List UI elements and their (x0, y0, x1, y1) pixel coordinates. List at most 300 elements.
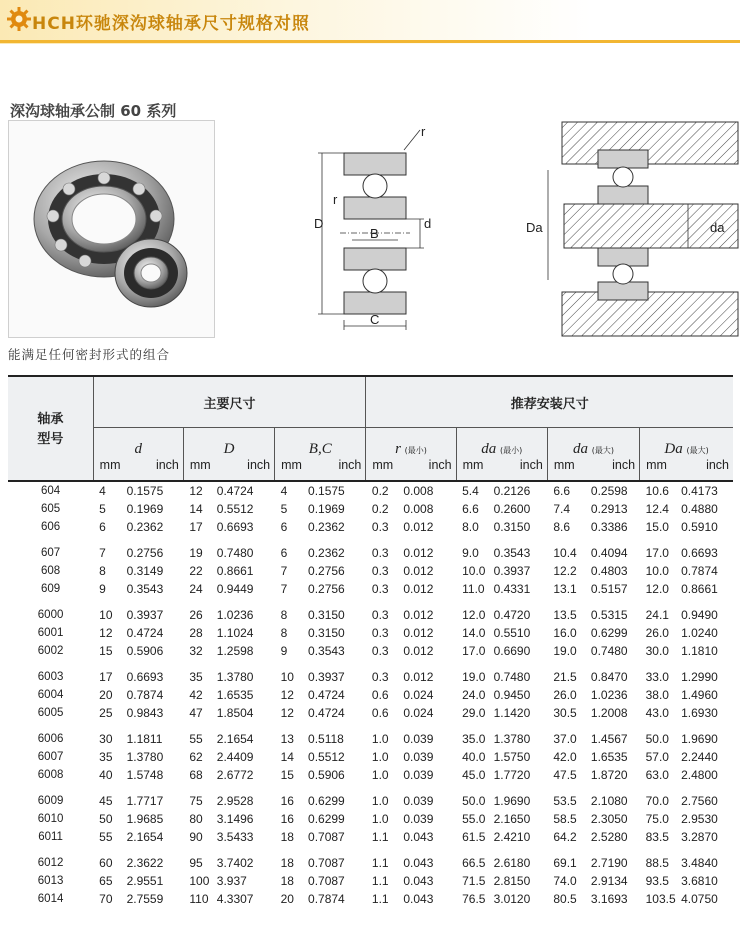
value-inch-cell: 3.1496 (216, 812, 254, 826)
value-mm-cell: 19.0 (553, 644, 577, 658)
value-inch-cell: 0.9450 (493, 688, 531, 702)
value-inch-cell: 0.2362 (308, 520, 345, 534)
group-spacer (8, 784, 733, 792)
value-inch-cell: 2.3050 (590, 812, 628, 826)
unit-mm-label: mm (366, 458, 400, 481)
label-d: d (424, 216, 432, 231)
value-inch-cell: 0.5910 (681, 520, 718, 534)
value-inch-cell: 0.6299 (308, 812, 345, 826)
value-inch-cell: 0.7480 (493, 670, 531, 684)
value-inch-cell: 3.0120 (493, 892, 531, 906)
table-row (8, 668, 733, 686)
value-mm-cell: 16 (280, 794, 294, 808)
table-row (8, 624, 733, 642)
value-inch-cell: 1.8504 (216, 706, 254, 720)
value-mm-cell: 19.0 (462, 670, 486, 684)
value-inch-cell: 0.012 (403, 644, 434, 658)
value-mm-cell: 0.2 (371, 502, 389, 516)
bearing-model-cell: 609 (40, 583, 61, 595)
value-mm-cell: 20 (280, 892, 294, 906)
value-inch-cell: 1.0240 (681, 626, 718, 640)
bearing-model-cell: 608 (40, 565, 61, 577)
value-mm-cell: 15 (280, 768, 294, 782)
table-row (8, 562, 733, 580)
value-mm-cell: 24 (189, 582, 203, 596)
unit-inch-label: inch (305, 458, 366, 481)
value-inch-cell: 2.6180 (493, 856, 531, 870)
value-mm-cell: 6 (280, 546, 288, 560)
value-mm-cell: 5.4 (462, 484, 479, 498)
value-inch-cell: 0.4094 (590, 546, 628, 560)
value-mm-cell: 12.0 (645, 582, 669, 596)
value-mm-cell: 0.6 (371, 706, 389, 720)
value-inch-cell: 0.5157 (590, 582, 628, 596)
value-mm-cell: 25 (99, 706, 113, 720)
bearing-model-cell: 606 (40, 521, 61, 533)
value-inch-cell: 1.0236 (216, 608, 254, 622)
value-mm-cell: 110 (189, 892, 209, 906)
value-inch-cell: 0.3149 (126, 564, 164, 578)
value-mm-cell: 6 (99, 520, 106, 534)
value-mm-cell: 9 (99, 582, 106, 596)
value-inch-cell: 2.4800 (681, 768, 718, 782)
value-inch-cell: 3.6810 (681, 874, 718, 888)
value-mm-cell: 7 (280, 582, 288, 596)
value-inch-cell: 2.4210 (493, 830, 531, 844)
value-inch-cell: 0.7087 (308, 856, 345, 870)
value-mm-cell: 16.0 (553, 626, 577, 640)
bearing-model-cell: 6010 (37, 813, 64, 825)
value-mm-cell: 1.1 (371, 856, 389, 870)
bearing-photo (8, 120, 215, 338)
value-mm-cell: 75.0 (645, 812, 669, 826)
unit-inch-label: inch (214, 458, 275, 481)
unit-mm-label: mm (93, 458, 123, 481)
value-mm-cell: 1.0 (371, 794, 389, 808)
table-row (8, 810, 733, 828)
value-inch-cell: 0.4724 (126, 626, 164, 640)
value-inch-cell: 2.1654 (126, 830, 164, 844)
value-inch-cell: 0.8661 (681, 582, 718, 596)
value-mm-cell: 95 (189, 856, 203, 870)
value-inch-cell: 0.6693 (126, 670, 164, 684)
value-inch-cell: 0.4720 (493, 608, 531, 622)
value-inch-cell: 0.012 (403, 670, 434, 684)
value-mm-cell: 4 (99, 484, 106, 498)
value-mm-cell: 1.0 (371, 750, 389, 764)
value-mm-cell: 17 (189, 520, 203, 534)
value-mm-cell: 24.1 (645, 608, 669, 622)
unit-mm-label: mm (640, 458, 679, 481)
value-mm-cell: 62 (189, 750, 203, 764)
value-inch-cell: 4.0750 (681, 892, 718, 906)
value-mm-cell: 69.1 (553, 856, 577, 870)
bearing-model-cell: 6007 (37, 751, 64, 763)
value-mm-cell: 40.0 (462, 750, 486, 764)
unit-inch-label: inch (588, 458, 640, 481)
value-inch-cell: 2.5280 (590, 830, 628, 844)
value-mm-cell: 1.1 (371, 830, 389, 844)
value-inch-cell: 0.012 (403, 520, 434, 534)
value-mm-cell: 76.5 (462, 892, 486, 906)
unit-mm-label: mm (547, 458, 588, 481)
value-mm-cell: 8 (280, 608, 288, 622)
value-inch-cell: 0.2756 (126, 546, 164, 560)
value-mm-cell: 74.0 (553, 874, 577, 888)
value-inch-cell: 0.2913 (590, 502, 628, 516)
value-mm-cell: 1.1 (371, 874, 389, 888)
value-mm-cell: 33.0 (645, 670, 669, 684)
value-mm-cell: 20 (99, 688, 113, 702)
value-inch-cell: 0.039 (403, 768, 434, 782)
value-inch-cell: 0.4173 (681, 484, 718, 498)
value-inch-cell: 2.1080 (590, 794, 628, 808)
value-mm-cell: 18 (280, 874, 294, 888)
value-inch-cell: 1.2598 (216, 644, 254, 658)
label-da: da (710, 220, 725, 235)
value-inch-cell: 2.9134 (590, 874, 628, 888)
col-d-header: d (93, 428, 183, 459)
value-mm-cell: 10.0 (462, 564, 486, 578)
value-mm-cell: 26.0 (645, 626, 669, 640)
label-B: B (370, 226, 379, 241)
value-mm-cell: 88.5 (645, 856, 669, 870)
value-inch-cell: 0.3543 (493, 546, 531, 560)
value-mm-cell: 0.6 (371, 688, 389, 702)
value-mm-cell: 7 (280, 564, 288, 578)
value-mm-cell: 103.5 (645, 892, 676, 906)
value-mm-cell: 18 (280, 856, 294, 870)
model-header (8, 376, 93, 481)
value-mm-cell: 1.1 (371, 892, 389, 906)
value-mm-cell: 90 (189, 830, 203, 844)
value-mm-cell: 22 (189, 564, 203, 578)
value-inch-cell: 1.2008 (590, 706, 628, 720)
bearing-model-cell: 604 (40, 485, 61, 497)
group-spacer (8, 598, 733, 606)
value-mm-cell: 71.5 (462, 874, 486, 888)
bearing-model-cell: 6005 (37, 707, 64, 719)
label-r-side: r (333, 192, 338, 207)
value-inch-cell: 0.5512 (216, 502, 254, 516)
value-inch-cell: 1.7720 (493, 768, 531, 782)
table-row (8, 792, 733, 810)
value-mm-cell: 35 (99, 750, 113, 764)
value-inch-cell: 0.2362 (126, 520, 164, 534)
value-mm-cell: 8 (99, 564, 106, 578)
table-row (8, 766, 733, 784)
value-inch-cell: 1.7717 (126, 794, 164, 808)
bearing-model-cell: 607 (40, 547, 61, 559)
value-inch-cell: 2.8150 (493, 874, 531, 888)
value-inch-cell: 4.3307 (216, 892, 254, 906)
value-inch-cell: 0.012 (403, 564, 434, 578)
col-da-max-header: da (最大) (547, 428, 639, 459)
value-mm-cell: 6 (280, 520, 288, 534)
value-mm-cell: 17.0 (645, 546, 669, 560)
value-mm-cell: 61.5 (462, 830, 486, 844)
value-mm-cell: 24.0 (462, 688, 486, 702)
value-mm-cell: 26.0 (553, 688, 577, 702)
value-inch-cell: 3.5433 (216, 830, 254, 844)
value-inch-cell: 0.4724 (308, 688, 345, 702)
value-mm-cell: 32 (189, 644, 203, 658)
value-mm-cell: 43.0 (645, 706, 669, 720)
table-row (8, 518, 733, 536)
photo-caption: 能满足任何密封形式的组合 (8, 347, 171, 362)
value-inch-cell: 3.1693 (590, 892, 628, 906)
value-mm-cell: 17.0 (462, 644, 486, 658)
value-inch-cell: 0.7480 (590, 644, 628, 658)
value-inch-cell: 0.1575 (308, 484, 345, 498)
value-inch-cell: 3.4840 (681, 856, 718, 870)
value-inch-cell: 0.2756 (308, 564, 345, 578)
value-mm-cell: 35 (189, 670, 203, 684)
value-inch-cell: 2.9528 (216, 794, 254, 808)
value-inch-cell: 0.008 (403, 502, 434, 516)
value-mm-cell: 12 (99, 626, 113, 640)
value-inch-cell: 0.1575 (126, 484, 164, 498)
value-inch-cell: 1.3780 (216, 670, 254, 684)
value-inch-cell: 0.5906 (308, 768, 345, 782)
value-inch-cell: 0.012 (403, 608, 434, 622)
value-mm-cell: 0.3 (371, 644, 389, 658)
value-mm-cell: 12 (280, 688, 294, 702)
value-inch-cell: 2.7559 (126, 892, 164, 906)
value-mm-cell: 42.0 (553, 750, 577, 764)
value-mm-cell: 18 (280, 830, 294, 844)
value-inch-cell: 1.3780 (126, 750, 164, 764)
value-inch-cell: 2.3622 (126, 856, 164, 870)
value-mm-cell: 5 (280, 502, 288, 516)
table-row (8, 890, 733, 908)
value-inch-cell: 0.3150 (308, 608, 345, 622)
label-Da: Da (526, 220, 543, 235)
value-inch-cell: 0.4724 (216, 484, 254, 498)
value-mm-cell: 0.3 (371, 670, 389, 684)
value-mm-cell: 14.0 (462, 626, 486, 640)
value-mm-cell: 65 (99, 874, 113, 888)
value-inch-cell: 2.1650 (493, 812, 531, 826)
bearing-model-cell: 6014 (37, 893, 64, 905)
value-inch-cell: 2.6772 (216, 768, 254, 782)
value-mm-cell: 93.5 (645, 874, 669, 888)
value-inch-cell: 1.8720 (590, 768, 628, 782)
value-mm-cell: 38.0 (645, 688, 669, 702)
value-inch-cell: 0.6299 (590, 626, 628, 640)
model-header-line1: 轴承 (37, 410, 64, 426)
value-mm-cell: 12 (280, 706, 294, 720)
bearing-model-cell: 605 (40, 503, 61, 515)
value-mm-cell: 9 (280, 644, 288, 658)
value-inch-cell: 1.5748 (126, 768, 164, 782)
value-mm-cell: 12.4 (645, 502, 669, 516)
label-C: C (370, 312, 380, 327)
value-mm-cell: 6.6 (462, 502, 479, 516)
value-inch-cell: 0.039 (403, 750, 434, 764)
unit-inch-label: inch (491, 458, 548, 481)
value-inch-cell: 0.3543 (308, 644, 345, 658)
value-mm-cell: 0.3 (371, 546, 389, 560)
value-inch-cell: 0.008 (403, 484, 434, 498)
value-inch-cell: 1.9685 (126, 812, 164, 826)
value-mm-cell: 40 (99, 768, 113, 782)
value-inch-cell: 0.7087 (308, 830, 345, 844)
table-row (8, 606, 733, 624)
value-mm-cell: 0.2 (371, 484, 389, 498)
value-inch-cell: 0.5315 (590, 608, 628, 622)
value-mm-cell: 15.0 (645, 520, 669, 534)
value-inch-cell: 0.4880 (681, 502, 718, 516)
table-row (8, 828, 733, 846)
value-inch-cell: 1.1811 (126, 732, 163, 746)
value-inch-cell: 1.6535 (216, 688, 254, 702)
value-mm-cell: 45.0 (462, 768, 486, 782)
value-mm-cell: 8.6 (553, 520, 571, 534)
bearing-model-cell: 6013 (37, 875, 64, 887)
value-inch-cell: 3.2870 (681, 830, 718, 844)
value-inch-cell: 0.4331 (493, 582, 531, 596)
value-mm-cell: 58.5 (553, 812, 577, 826)
value-mm-cell: 13.5 (553, 608, 577, 622)
value-mm-cell: 28 (189, 626, 203, 640)
value-mm-cell: 53.5 (553, 794, 577, 808)
value-mm-cell: 57.0 (645, 750, 669, 764)
value-mm-cell: 30.0 (645, 644, 669, 658)
value-mm-cell: 4 (280, 484, 288, 498)
bearing-model-cell: 6000 (37, 609, 64, 621)
value-inch-cell: 1.5750 (493, 750, 531, 764)
value-inch-cell: 0.3543 (126, 582, 164, 596)
value-inch-cell: 2.4409 (216, 750, 254, 764)
value-mm-cell: 0.3 (371, 564, 389, 578)
value-inch-cell: 0.4803 (590, 564, 628, 578)
col-Da-max-header: Da (最大) (640, 428, 733, 459)
value-inch-cell: 0.7874 (126, 688, 164, 702)
value-inch-cell: 0.039 (403, 794, 434, 808)
value-inch-cell: 1.6535 (590, 750, 628, 764)
value-inch-cell: 2.9530 (681, 812, 718, 826)
value-inch-cell: 0.5510 (493, 626, 531, 640)
value-mm-cell: 12.2 (553, 564, 577, 578)
value-mm-cell: 10 (99, 608, 113, 622)
value-mm-cell: 45 (99, 794, 113, 808)
value-inch-cell: 0.6690 (493, 644, 531, 658)
value-inch-cell: 3.7402 (216, 856, 254, 870)
value-inch-cell: 0.7480 (216, 546, 254, 560)
value-mm-cell: 83.5 (645, 830, 669, 844)
table-row (8, 748, 733, 766)
value-mm-cell: 9.0 (462, 546, 479, 560)
value-inch-cell: 0.2598 (590, 484, 628, 498)
value-mm-cell: 75 (189, 794, 203, 808)
value-inch-cell: 1.4960 (681, 688, 718, 702)
bearing-model-cell: 6009 (37, 795, 64, 807)
value-inch-cell: 0.8661 (216, 564, 254, 578)
value-mm-cell: 0.3 (371, 608, 389, 622)
bearing-model-cell: 6008 (37, 769, 64, 781)
value-inch-cell: 0.039 (403, 812, 434, 826)
value-mm-cell: 10 (280, 670, 294, 684)
bearing-model-cell: 6011 (38, 831, 63, 843)
value-mm-cell: 15 (99, 644, 113, 658)
value-mm-cell: 13 (280, 732, 294, 746)
value-inch-cell: 0.4724 (308, 706, 345, 720)
value-inch-cell: 1.9690 (681, 732, 718, 746)
label-r-top: r (421, 124, 426, 139)
value-inch-cell: 0.7087 (308, 874, 345, 888)
value-inch-cell: 0.8470 (590, 670, 628, 684)
value-mm-cell: 80.5 (553, 892, 577, 906)
value-mm-cell: 8.0 (462, 520, 479, 534)
page-title: HCH环驰深沟球轴承尺寸规格对照 (32, 14, 310, 34)
value-mm-cell: 19 (189, 546, 203, 560)
value-inch-cell: 0.3937 (126, 608, 164, 622)
value-mm-cell: 0.3 (371, 520, 389, 534)
gear-logo-icon (6, 6, 32, 32)
value-inch-cell: 0.043 (403, 874, 434, 888)
value-mm-cell: 66.5 (462, 856, 486, 870)
value-inch-cell: 0.039 (403, 732, 434, 746)
value-inch-cell: 2.2440 (681, 750, 718, 764)
value-mm-cell: 26 (189, 608, 203, 622)
value-inch-cell: 1.1024 (216, 626, 254, 640)
value-mm-cell: 10.4 (553, 546, 577, 560)
value-mm-cell: 21.5 (553, 670, 577, 684)
table-row (8, 704, 733, 722)
value-inch-cell: 0.043 (403, 830, 434, 844)
value-mm-cell: 63.0 (645, 768, 669, 782)
value-inch-cell: 0.9490 (681, 608, 718, 622)
value-mm-cell: 30.5 (553, 706, 577, 720)
title-underline (0, 40, 740, 43)
value-mm-cell: 55 (99, 830, 113, 844)
value-inch-cell: 1.3780 (493, 732, 531, 746)
value-inch-cell: 0.7874 (681, 564, 718, 578)
value-mm-cell: 50.0 (462, 794, 486, 808)
table-row (8, 500, 733, 518)
value-mm-cell: 14 (280, 750, 294, 764)
value-inch-cell: 0.5906 (126, 644, 164, 658)
value-mm-cell: 11.0 (462, 582, 485, 596)
value-inch-cell: 0.6693 (216, 520, 254, 534)
unit-mm-label: mm (456, 458, 490, 481)
table-row (8, 642, 733, 660)
value-inch-cell: 0.9449 (216, 582, 254, 596)
value-mm-cell: 7 (99, 546, 106, 560)
value-mm-cell: 0.3 (371, 626, 389, 640)
value-inch-cell: 0.012 (403, 582, 434, 596)
col-BC-header: B,C (275, 428, 366, 459)
value-inch-cell: 1.9690 (493, 794, 531, 808)
value-inch-cell: 0.5118 (308, 732, 344, 746)
value-inch-cell: 0.3150 (493, 520, 531, 534)
value-inch-cell: 0.2600 (493, 502, 531, 516)
value-mm-cell: 17 (99, 670, 113, 684)
bearing-dimension-table (8, 375, 733, 908)
group-spacer (8, 722, 733, 730)
value-inch-cell: 0.024 (403, 706, 434, 720)
value-mm-cell: 70 (99, 892, 113, 906)
table-row (8, 854, 733, 872)
section-title: 深沟球轴承公制 60 系列 (10, 102, 177, 120)
value-mm-cell: 29.0 (462, 706, 486, 720)
group-install-header: 推荐安装尺寸 (366, 376, 733, 428)
value-mm-cell: 10.6 (645, 484, 669, 498)
value-inch-cell: 1.0236 (590, 688, 628, 702)
value-inch-cell: 0.3937 (308, 670, 345, 684)
value-mm-cell: 7.4 (553, 502, 571, 516)
